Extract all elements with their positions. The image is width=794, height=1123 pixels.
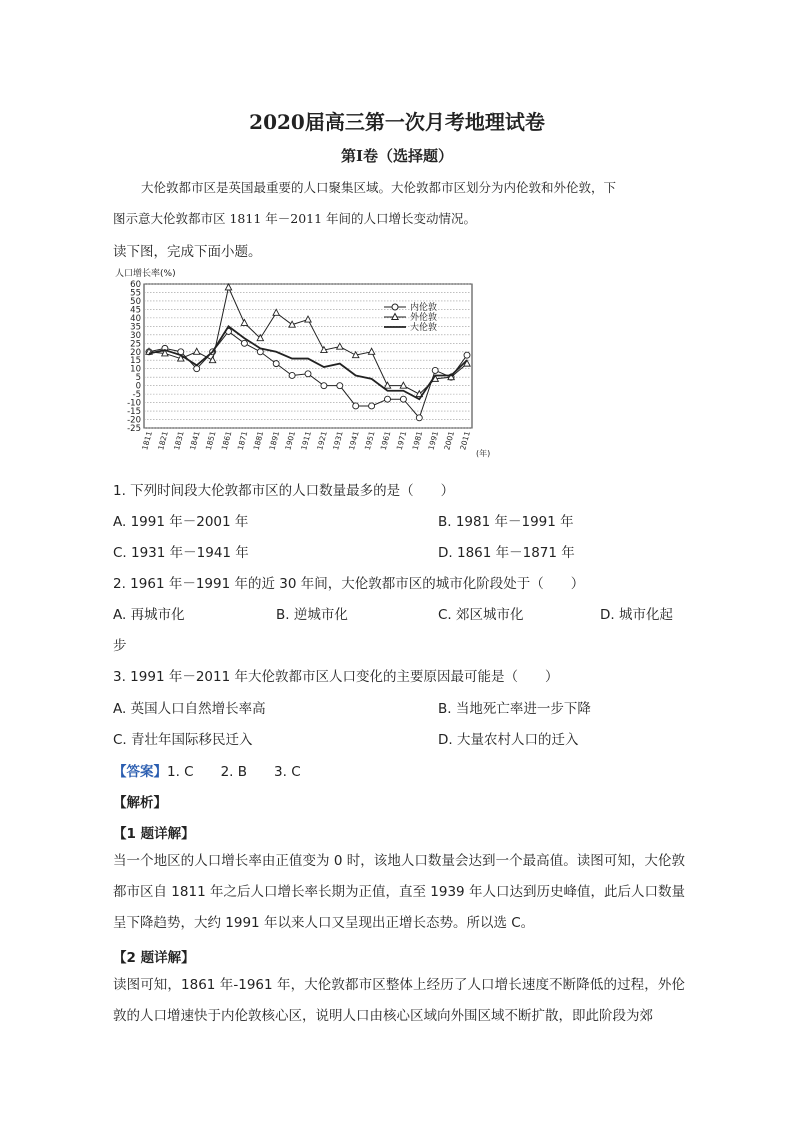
point-inner-london	[273, 361, 279, 367]
y-tick-label: 0	[135, 381, 141, 392]
section-title: 第Ⅰ卷（选择题）	[340, 147, 454, 165]
y-tick-label: 40	[130, 313, 141, 324]
point-inner-london	[241, 340, 247, 346]
q2-option-b[interactable]: B. 逆城市化	[276, 607, 348, 623]
detail-2-label: 【2 题详解】	[113, 950, 195, 966]
x-tick-label: 1941	[346, 430, 361, 451]
point-inner-london	[337, 383, 343, 389]
x-tick-label: 2001	[442, 430, 457, 451]
x-tick-label: 1911	[299, 430, 313, 451]
y-tick-label: -15	[127, 407, 141, 418]
y-tick-label: 5	[135, 373, 141, 384]
y-tick-label: 55	[130, 288, 141, 299]
instruction: 读下图，完成下面小题。	[113, 244, 262, 260]
x-tick-label: 1971	[394, 430, 409, 451]
x-tick-label: 2011	[458, 430, 472, 451]
legend-label: 外伦敦	[410, 313, 438, 323]
q1-option-c[interactable]: C. 1931 年－1941 年	[113, 545, 249, 561]
point-inner-london	[194, 366, 200, 372]
legend-circle-marker	[392, 304, 398, 310]
intro-line-1: 大伦敦都市区是英国最重要的人口聚集区域。大伦敦都市区划分为内伦敦和外伦敦，下	[141, 180, 617, 195]
q1-stem: 1. 下列时间段大伦敦都市区的人口数量最多的是（ ）	[113, 483, 455, 499]
x-tick-label: 1821	[156, 430, 170, 451]
y-tick-label: -5	[132, 390, 141, 401]
x-tick-label: 1811	[140, 430, 154, 451]
point-inner-london	[321, 383, 327, 389]
y-tick-label: -20	[127, 415, 141, 426]
x-tick-label: 1991	[426, 430, 441, 451]
point-inner-london	[353, 403, 359, 409]
y-tick-label: -10	[127, 398, 141, 409]
point-outer-london	[225, 284, 231, 290]
q2-option-d[interactable]: D. 城市化起	[600, 607, 673, 623]
point-inner-london	[464, 352, 470, 358]
y-tick-label: 30	[130, 330, 141, 341]
q3-option-d[interactable]: D. 大量农村人口的迁入	[438, 732, 579, 748]
point-inner-london	[369, 403, 375, 409]
point-outer-london	[209, 357, 215, 363]
chart-ylabel: 人口增长率(%)	[115, 269, 176, 279]
q1-option-d[interactable]: D. 1861 年－1871 年	[438, 545, 575, 561]
legend-label: 大伦敦	[410, 323, 438, 333]
point-outer-london	[368, 348, 374, 354]
x-tick-label: 1931	[331, 430, 345, 451]
y-tick-label: 45	[130, 305, 141, 316]
q2-option-d-cont: 步	[113, 638, 127, 654]
q3-option-a[interactable]: A. 英国人口自然增长率高	[113, 701, 266, 717]
chart-xlabel: (年)	[476, 449, 491, 458]
y-tick-label: 20	[130, 347, 141, 358]
point-outer-london	[273, 309, 279, 315]
point-outer-london	[241, 319, 247, 325]
x-tick-label: 1881	[251, 430, 266, 451]
point-outer-london	[194, 348, 200, 354]
y-tick-label: 25	[130, 339, 141, 350]
page-title: 2020届高三第一次月考地理试卷	[249, 110, 545, 134]
x-tick-label: 1851	[203, 430, 218, 451]
x-tick-label: 1861	[219, 430, 234, 451]
q1-option-a[interactable]: A. 1991 年－2001 年	[113, 514, 249, 530]
x-tick-label: 1961	[378, 430, 393, 451]
point-inner-london	[385, 396, 391, 402]
q2-option-c[interactable]: C. 郊区城市化	[438, 607, 524, 623]
q2-stem: 2. 1961 年－1991 年的近 30 年间，大伦敦都市区的城市化阶段处于（ ）	[113, 576, 585, 592]
y-tick-label: 35	[130, 322, 141, 333]
point-inner-london	[416, 415, 422, 421]
x-tick-label: 1871	[235, 430, 250, 451]
q3-option-c[interactable]: C. 青壮年国际移民迁入	[113, 732, 253, 748]
detail-1-text: 当一个地区的人口增长率由正值变为 0 时，该地人口数量会达到一个最高值。读图可知，大伦敦都市区自 1811 年之后人口增长率长期为正值，直至 1939 年人口达到历史峰值，此后人口数量呈下降趋势，大约 1991 年以来人口又呈现出正增长态势。所以选 C。	[113, 853, 685, 931]
x-tick-label: 1921	[315, 430, 329, 451]
point-outer-london	[337, 343, 343, 349]
point-inner-london	[432, 367, 438, 373]
population-growth-chart	[112, 266, 502, 462]
q1-option-b[interactable]: B. 1981 年－1991 年	[438, 514, 574, 530]
q3-option-b[interactable]: B. 当地死亡率进一步下降	[438, 701, 591, 717]
series-line-3	[149, 326, 467, 399]
answer-text: 1. C 2. B 3. C	[167, 764, 301, 780]
y-tick-label: 10	[130, 364, 141, 375]
point-inner-london	[305, 371, 311, 377]
detail-1-label: 【1 题详解】	[113, 826, 195, 842]
analysis-label: 【解析】	[113, 795, 167, 811]
x-tick-label: 1981	[410, 430, 425, 451]
y-tick-label: 50	[130, 296, 141, 307]
x-tick-label: 1891	[267, 430, 282, 451]
y-tick-label: 60	[130, 280, 141, 290]
point-outer-london	[305, 316, 311, 322]
x-tick-label: 1951	[362, 430, 377, 451]
answer-label: 【答案】	[113, 764, 167, 780]
point-inner-london	[289, 372, 295, 378]
answer-line	[113, 760, 301, 780]
x-tick-label: 1901	[283, 430, 298, 451]
q2-option-a[interactable]: A. 再城市化	[113, 607, 185, 623]
legend-label: 内伦敦	[410, 303, 438, 313]
x-tick-label: 1831	[172, 430, 186, 451]
y-tick-label: -25	[127, 424, 141, 434]
q3-stem: 3. 1991 年－2011 年大伦敦都市区人口变化的主要原因最可能是（ ）	[113, 669, 559, 685]
y-tick-label: 15	[130, 356, 141, 367]
intro-line-2: 图示意大伦敦都市区 1811 年－2011 年间的人口增长变动情况。	[113, 211, 477, 226]
x-tick-label: 1841	[187, 430, 202, 451]
point-inner-london	[400, 396, 406, 402]
detail-2-text: 读图可知，1861 年-1961 年，大伦敦都市区整体上经历了人口增长速度不断降低的过程，外伦敦的人口增速快于内伦敦核心区，说明人口由核心区域向外围区域不断扩散，即此阶段为郊	[113, 977, 685, 1024]
